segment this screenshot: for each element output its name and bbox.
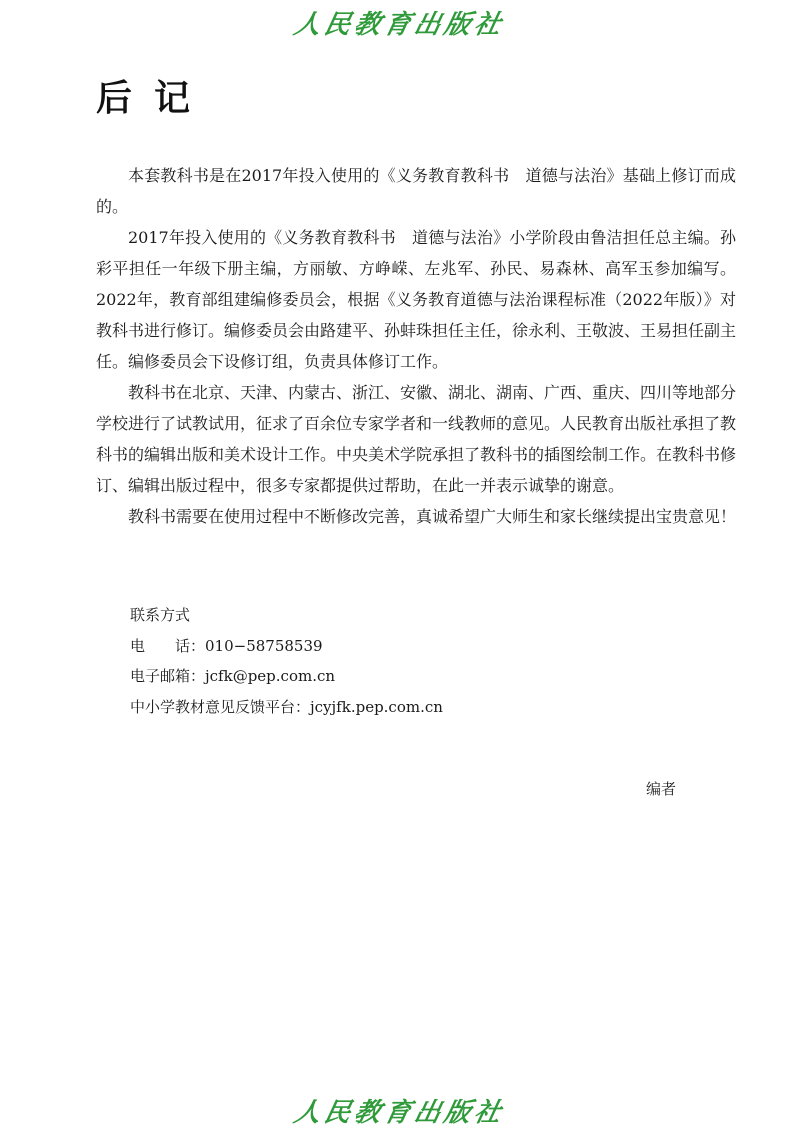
signature: 编者 [646,780,677,798]
publisher-logo-footer: 人民教育出版社 [291,1098,508,1128]
paragraph-4: 教科书需要在使用过程中不断修改完善，真诚希望广大师生和家长继续提出宝贵意见！ [128,507,737,526]
paragraph-3: 教科书在北京、天津、内蒙古、浙江、安徽、湖北、湖南、广西、重庆、四川等地部分学校进行了试教试用，征求了百余位专家学者和一线教师的意见。人民教育出版社承担了教科书的编辑出版和美术设计工作。中央美术学院承担了教科书的插图绘制工作。在教科书修订、编辑出版过程中，很多专家都提供过帮助，在此一并表示诚挚的谢意。 [96,383,737,495]
page-title: 后记 [96,78,213,119]
paragraph-2: 2017年投入使用的《义务教育教科书 道德与法治》小学阶段由鲁洁担任总主编。孙彩平担任一年级下册主编，方丽敏、方峥嵘、左兆军、孙民、易森林、高军玉参加编写。2022年，教育部组建编修委员会，根据《义务教育道德与法治课程标准（2022年版）》对教科书进行修订。编修委员会由路建平、孙蚌珠担任主任，徐永利、王敬波、王易担任副主任。编修委员会下设修订组，负责具体修订工作。 [96,228,737,371]
contact-section [130,600,443,722]
afterword-body [96,160,736,532]
publisher-logo-header: 人民教育出版社 [291,10,508,40]
contact-phone: 电 话：010−58758539 [130,636,323,655]
contact-platform: 中小学教材意见反馈平台：jcyjfk.pep.com.cn [130,697,443,716]
paragraph-1: 本套教科书是在2017年投入使用的《义务教育教科书 道德与法治》基础上修订而成的。 [96,166,736,216]
contact-email: 电子邮箱：jcfk@pep.com.cn [130,667,336,685]
contact-heading: 联系方式 [130,606,191,624]
